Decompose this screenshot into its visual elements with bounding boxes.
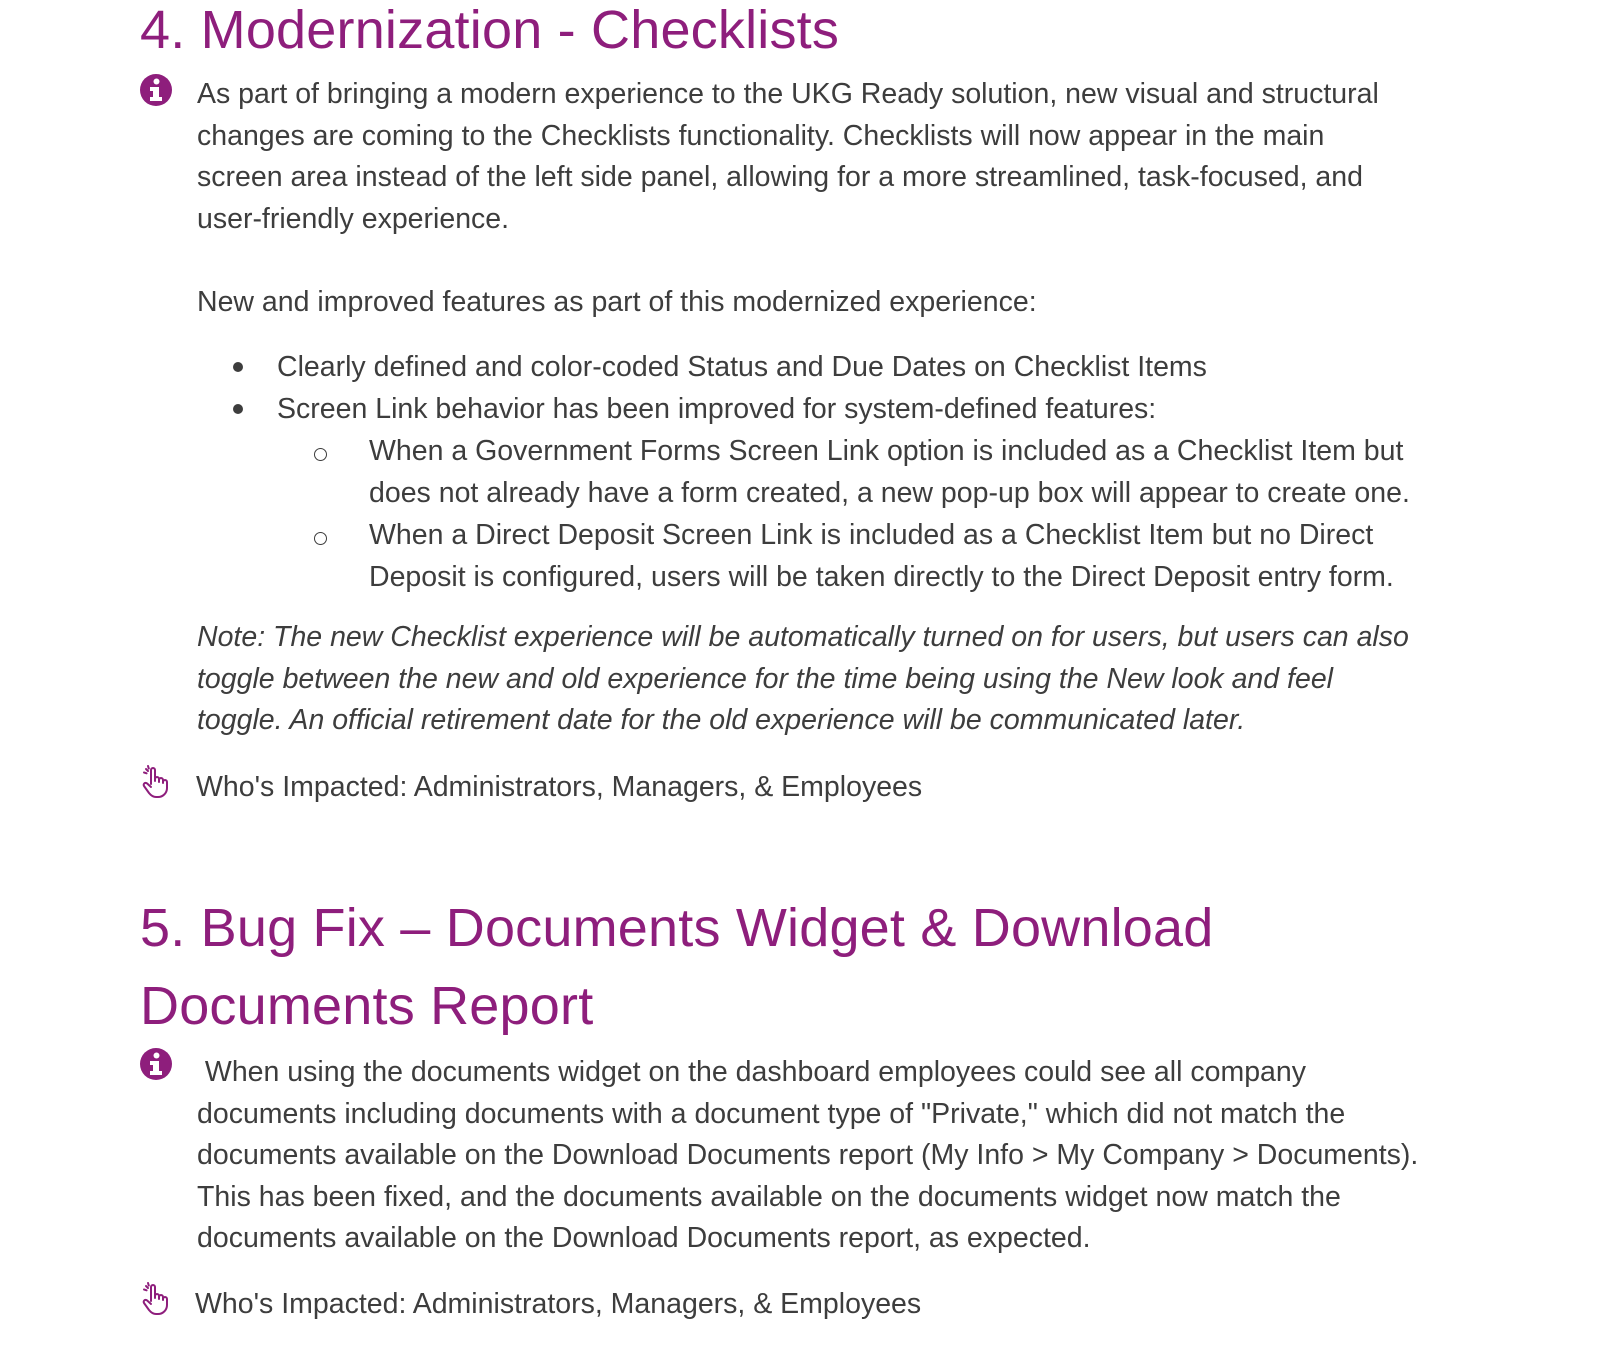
section-5-heading [140,889,1214,1045]
intro-line: As part of bringing a modern experience to the UKG Ready solution, new visual and structural [197,78,1379,110]
body-line: This has been fixed, and the documents available on the documents widget now match the [197,1180,1341,1213]
note-line: Note: The new Checklist experience will be automatically turned on for users, but users can also [197,621,1409,653]
sub-list [277,430,1457,598]
list-item [197,346,1457,388]
features-list [197,346,1457,598]
heading-line: Documents Report [140,976,594,1036]
pointing-hand-icon [138,1281,174,1317]
bug-fix-body [197,1052,1447,1260]
body-line: When using the documents widget on the dashboard employees could see all company [197,1056,1307,1088]
impacted-text: Who's Impacted: Administrators, Managers, & Employees [196,771,923,803]
intro-line: changes are coming to the Checklists functionality. Checklists will now appear in the main [197,119,1325,152]
sub-line: Deposit is configured, users will be taken directly to the Direct Deposit entry form. [369,561,1394,593]
body-line: documents available on the Download Documents report, as expected. [197,1222,1091,1255]
info-circle-icon [138,1046,174,1082]
body-line: documents available on the Download Documents report (My Info > My Company > Documents). [197,1139,1419,1172]
note-line: toggle between the new and old experience for the time being using the New look and feel [197,662,1334,695]
pointing-hand-icon [138,764,174,800]
section-4-heading: 4. Modernization - Checklists [140,0,840,60]
body-line: documents including documents with a document type of "Private," which did not match the [197,1097,1346,1130]
sub-line: does not already have a form created, a new pop-up box will appear to create one. [369,477,1410,509]
sub-list-item [277,514,1457,598]
impacted-text: Who's Impacted: Administrators, Managers, & Employees [195,1288,922,1320]
intro-line: screen area instead of the left side panel, allowing for a more streamlined, task-focused, and [197,161,1363,194]
sub-list-item [277,430,1457,514]
features-intro: New and improved features as part of this modernized experience: [197,286,1037,318]
bullet-text: Screen Link behavior has been improved for system-defined features: [277,393,1157,425]
bullet-text: Clearly defined and color-coded Status and Due Dates on Checklist Items [277,351,1207,383]
heading-line: 5. Bug Fix – Documents Widget & Download [140,898,1214,958]
info-circle-icon [138,72,174,108]
note-line: toggle. An official retirement date for the old experience will be communicated later. [197,704,1246,737]
checklists-intro [197,74,1447,240]
intro-line: user-friendly experience. [197,202,510,235]
note-text [197,617,1447,742]
sub-line: When a Direct Deposit Screen Link is included as a Checklist Item but no Direct [369,519,1374,551]
sub-line: When a Government Forms Screen Link option is included as a Checklist Item but [369,435,1404,467]
list-item [197,388,1457,598]
